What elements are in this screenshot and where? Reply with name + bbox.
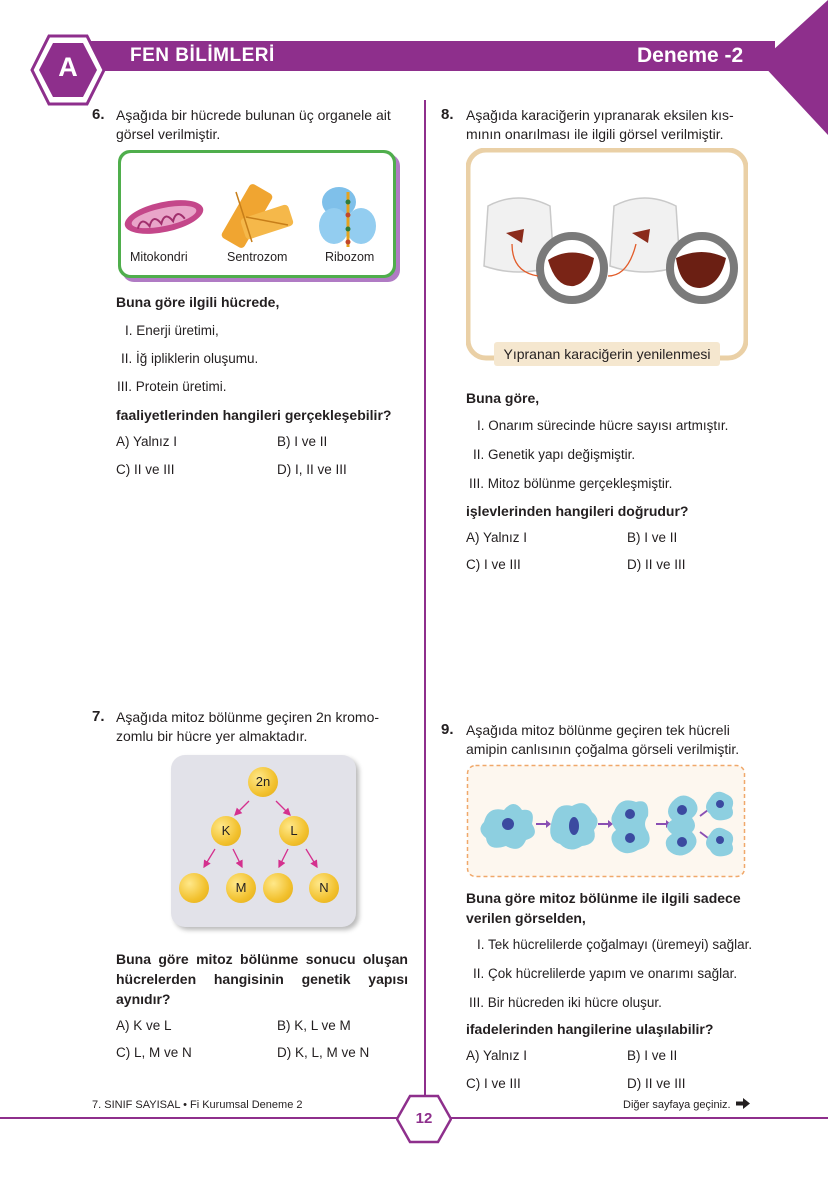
question-number: 8. (441, 106, 454, 123)
answer-option-a[interactable]: A) K ve L (116, 1018, 172, 1033)
question-stem: Buna göre mitoz bölünme ile ilgili sadece verilen görselden, (466, 890, 741, 926)
answer-option-c[interactable]: C) I ve III (466, 1076, 521, 1091)
statement-item: II. Çok hücrelilerde yapım ve onarımı sağlar. (473, 966, 738, 981)
statement-item: I. Onarım sürecinde hücre sayısı artmıştır. (477, 418, 729, 433)
cell-k: K (211, 816, 241, 846)
cell-l: L (279, 816, 309, 846)
statement-item: III. Protein üretimi. (117, 379, 227, 394)
answer-option-d[interactable]: D) K, L, M ve N (277, 1045, 370, 1060)
answer-option-c[interactable]: C) I ve III (466, 557, 521, 572)
question-text: Aşağıda bir hücrede bulunan üç organele ait görsel verilmiştir. (116, 107, 391, 142)
question-prompt: ifadelerinden hangilerine ulaşılabilir? (466, 1021, 714, 1037)
question-number: 6. (92, 106, 105, 123)
mitosis-tree-figure (171, 755, 356, 927)
question-prompt: işlevlerinden hangileri doğrudur? (466, 503, 689, 519)
answer-option-a[interactable]: A) Yalnız I (466, 1048, 528, 1063)
answer-option-b[interactable]: B) I ve II (627, 1048, 678, 1063)
answer-option-a[interactable]: A) Yalnız I (116, 434, 178, 449)
question-number: 9. (441, 721, 454, 738)
exam-title: Deneme -2 (637, 44, 744, 67)
answer-option-c[interactable]: C) L, M ve N (116, 1045, 192, 1060)
cell-unlabeled (263, 873, 293, 903)
cell-2n: 2n (248, 767, 278, 797)
booklet-letter: A (58, 52, 78, 82)
answer-option-d[interactable]: D) II ve III (627, 1076, 686, 1091)
statement-item: I. Tek hücrelilerde çoğalmayı (üremeyi) sağlar. (477, 937, 753, 952)
organelle-label: Ribozom (325, 250, 375, 264)
statement-item: III. Bir hücreden iki hücre oluşur. (469, 995, 662, 1010)
question-stem: Buna göre ilgili hücrede, (116, 294, 280, 310)
amoeba-division-figure (466, 764, 746, 878)
answer-option-b[interactable]: B) K, L ve M (277, 1018, 351, 1033)
statement-item: II. İğ ipliklerin oluşumu. (121, 351, 259, 366)
next-page-note: Diğer sayfaya geçiniz. (623, 1098, 750, 1111)
question-text: Aşağıda karaciğerin yıpranarak eksilen kıs- mının onarılması ile ilgili görsel verilmiştir. (466, 107, 734, 142)
image-caption: Yıpranan karaciğerin yenilenmesi (494, 342, 720, 366)
answer-option-d[interactable]: D) II ve III (627, 557, 686, 572)
statement-item: III. Mitoz bölünme gerçekleşmiştir. (469, 476, 673, 491)
statement-item: II. Genetik yapı değişmiştir. (473, 447, 636, 462)
cell-n: N (309, 873, 339, 903)
question-text: Aşağıda mitoz bölünme geçiren 2n kromo- zomlu bir hücre yer almaktadır. (116, 709, 380, 744)
answer-option-b[interactable]: B) I ve II (627, 530, 678, 545)
question-number: 7. (92, 708, 105, 725)
liver-figure (466, 148, 748, 362)
organelle-label: Sentrozom (227, 250, 288, 264)
question-text: Aşağıda mitoz bölünme geçiren tek hücreli amipin canlısının çoğalma görseli verilmiştir. (466, 722, 740, 757)
arrow-right-icon (736, 1098, 750, 1109)
column-divider (424, 100, 426, 1095)
answer-option-b[interactable]: B) I ve II (277, 434, 328, 449)
organelle-figure (116, 147, 404, 287)
question-stem: Buna göre mitoz bölünme sonucu oluşan hücrelerden hangisinin genetik yapısı aynıdır? (116, 951, 408, 1007)
page-number: 12 (415, 1110, 433, 1127)
answer-option-c[interactable]: C) II ve III (116, 462, 175, 477)
question-prompt: faaliyetlerinden hangileri gerçekleşebilir? (116, 407, 392, 423)
cell-unlabeled (179, 873, 209, 903)
answer-option-a[interactable]: A) Yalnız I (466, 530, 528, 545)
footer-booklet-info: 7. SINIF SAYISAL • Fi Kurumsal Deneme 2 (92, 1099, 303, 1111)
cell-m: M (226, 873, 256, 903)
organelle-label: Mitokondri (130, 250, 188, 264)
subject-title: FEN BİLİMLERİ (130, 45, 275, 66)
answer-option-d[interactable]: D) I, II ve III (277, 462, 347, 477)
question-stem: Buna göre, (466, 390, 540, 406)
statement-item: I. Enerji üretimi, (125, 323, 219, 338)
